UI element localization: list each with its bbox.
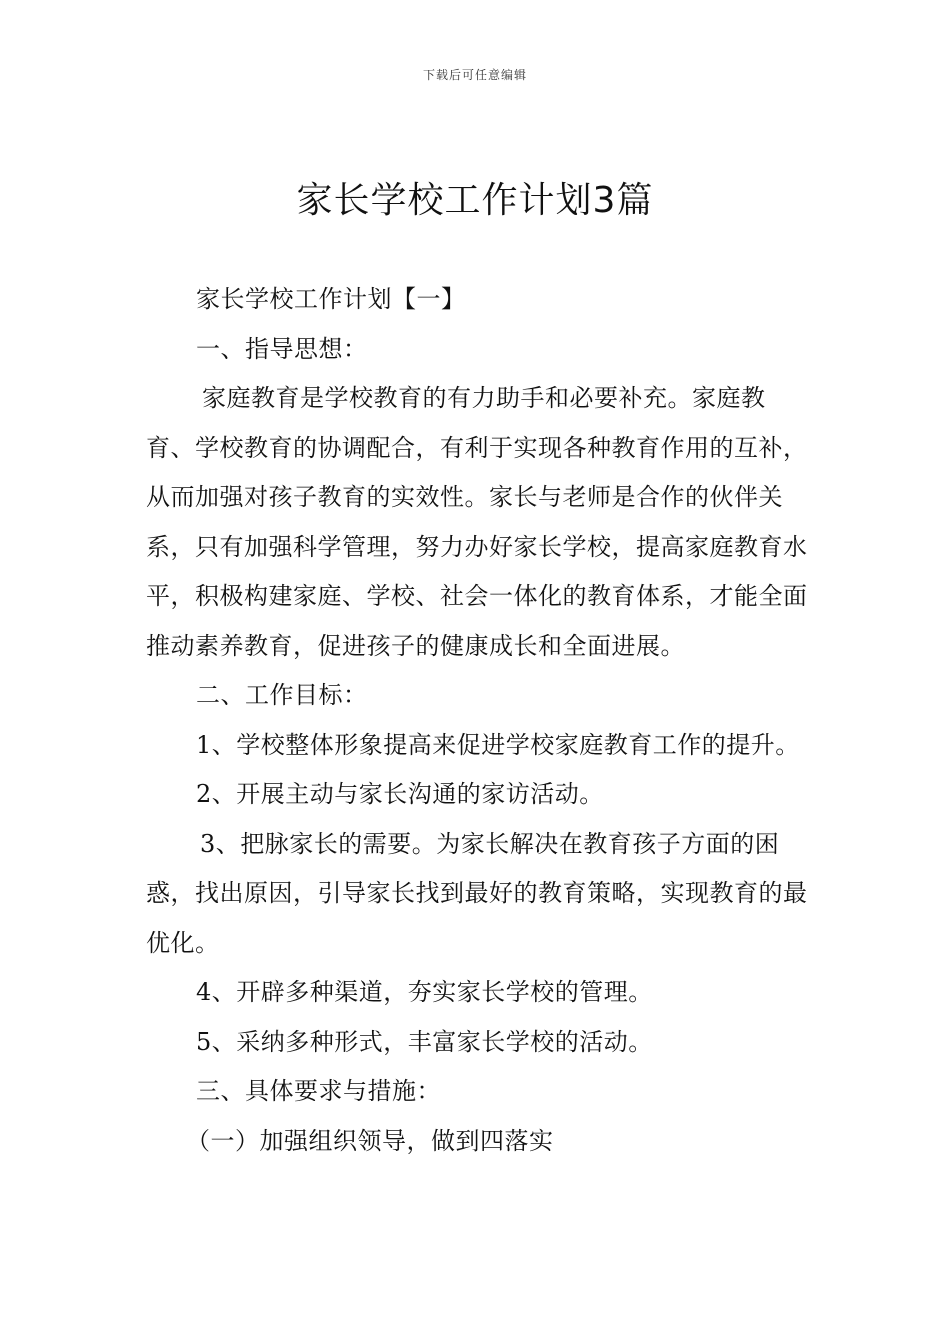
paragraph: 一、指导思想： bbox=[196, 334, 368, 363]
paragraph: 1、学校整体形象提高来促进学校家庭教育工作的提升。 bbox=[196, 730, 800, 759]
paragraph: 二、工作目标： bbox=[196, 681, 368, 709]
paragraph: 家庭教育是学校教育的有力助手和必要补充。家庭教育、学校教育的协调配合，有利于实现各种教育作用的互补，从而加强对孩子教育的实效性。家长与老师是合作的伙伴关系，只有加强科学管理，努力办好家长学校，提高家庭教育水平，积极构建家庭、学校、社会一体化的教育体系，才能全面推动素养教育，促进孩子的健康成长和全面进展。 bbox=[146, 384, 808, 660]
paragraph: 4、开辟多种渠道，夯实家长学校的管理。 bbox=[196, 978, 653, 1006]
paragraph: （一）加强组织领导，做到四落实 bbox=[186, 1126, 554, 1155]
header-note: 下载后可任意编辑 bbox=[422, 68, 527, 82]
paragraph: 家长学校工作计划【一】 bbox=[196, 285, 466, 313]
paragraph: 5、采纳多种形式，丰富家长学校的活动。 bbox=[196, 1027, 653, 1056]
paragraph: 3、把脉家长的需要。为家长解决在教育孩子方面的困惑，找出原因，引导家长找到最好的教育策略，实现教育的最优化。 bbox=[146, 829, 808, 957]
document-title: 家长学校工作计划3篇 bbox=[296, 180, 654, 221]
document-body bbox=[146, 275, 808, 1166]
paragraph: 三、具体要求与措施： bbox=[196, 1077, 441, 1105]
paragraph: 2、开展主动与家长沟通的家访活动。 bbox=[196, 780, 604, 808]
